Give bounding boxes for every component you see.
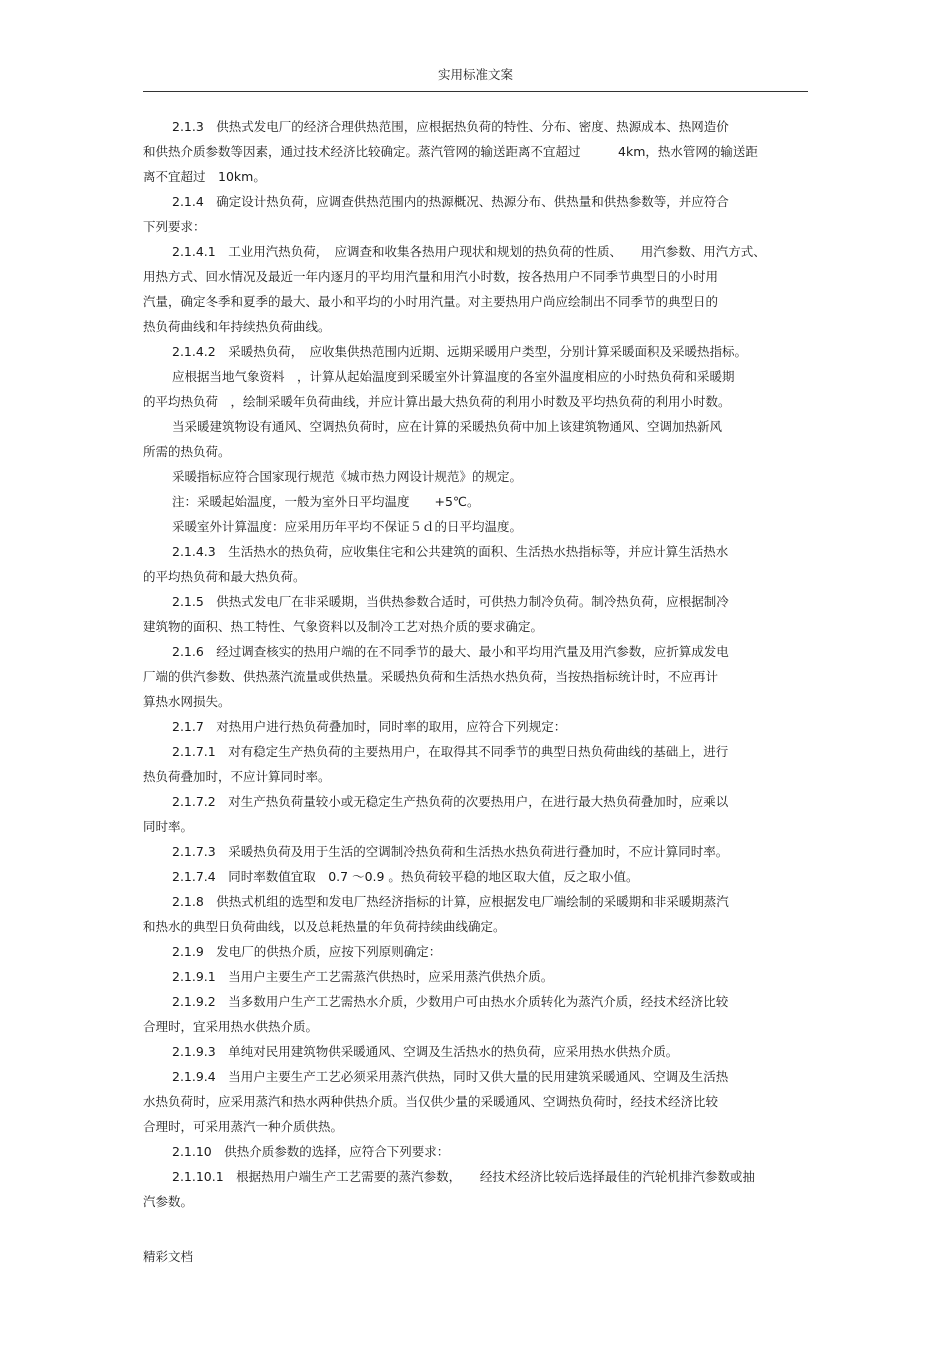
text-line: 离不宜超过 10km。 (143, 169, 266, 184)
page-header: 实用标准文案 (437, 67, 513, 82)
text-line: 2.1.4 确定设计热负荷，应调查供热范围内的热源概况、热源分布、供热量和供热参数等，并应符合 (172, 194, 729, 209)
text-line: 2.1.4.2 采暖热负荷， 应收集供热范围内近期、远期采暖用户类型，分别计算采暖面积及采暖热指标。 (172, 344, 747, 359)
text-line: 2.1.5 供热式发电厂在非采暖期，当供热参数合适时，可供热力制冷负荷。制冷热负荷，应根据制冷 (172, 594, 729, 609)
page-footer: 精彩文档 (143, 1249, 194, 1264)
text-line: 和供热介质参数等因素，通过技术经济比较确定。蒸汽管网的输送距离不宜超过 4km，热水管网的输送距 (143, 144, 758, 159)
text-line: 算热水网损失。 (143, 694, 231, 709)
text-line: 2.1.9.4 当用户主要生产工艺必须采用蒸汽供热，同时又供大量的民用建筑采暖通风、空调及生活热 (172, 1069, 729, 1084)
text-line: 2.1.3 供热式发电厂的经济合理供热范围，应根据热负荷的特性、分布、密度、热源成本、热网造价 (172, 119, 729, 134)
text-line: 采暖指标应符合国家现行规范《城市热力网设计规范》的规定。 (172, 469, 523, 484)
text-line: 和热水的典型日负荷曲线，以及总耗热量的年负荷持续曲线确定。 (143, 919, 506, 934)
text-line: 采暖室外计算温度：应采用历年平均不保证５ｄ的日平均温度。 (172, 519, 523, 534)
text-line: 2.1.7.3 采暖热负荷及用于生活的空调制冷热负荷和生活热水热负荷进行叠加时，不应计算同时率。 (172, 844, 729, 859)
header-divider (143, 91, 808, 92)
text-line: 2.1.7.2 对生产热负荷量较小或无稳定生产热负荷的次要热用户，在进行最大热负荷叠加时，应乘以 (172, 794, 729, 809)
text-line: 同时率。 (143, 819, 194, 834)
text-line: 2.1.6 经过调查核实的热用户端的在不同季节的最大、最小和平均用汽量及用汽参数，应折算成发电 (172, 644, 729, 659)
text-line: 2.1.7 对热用户进行热负荷叠加时，同时率的取用，应符合下列规定： (172, 719, 567, 734)
text-line: 2.1.4.1 工业用汽热负荷， 应调查和收集各热用户现状和规划的热负荷的性质、 用汽参数、用汽方式、 (172, 244, 766, 259)
text-line: 应根据当地气象资料 ，计算从起始温度到采暖室外计算温度的各室外温度相应的小时热负荷和采暖期 (172, 369, 735, 384)
text-line: 当采暖建筑物设有通风、空调热负荷时，应在计算的采暖热负荷中加上该建筑物通风、空调加热新风 (172, 419, 723, 434)
text-line: 2.1.4.3 生活热水的热负荷，应收集住宅和公共建筑的面积、生活热水热指标等，并应计算生活热水 (172, 544, 729, 559)
text-line: 热负荷曲线和年持续热负荷曲线。 (143, 319, 331, 334)
text-line: 合理时，宜采用热水供热介质。 (143, 1019, 319, 1034)
text-line: 2.1.8 供热式机组的选型和发电厂热经济指标的计算，应根据发电厂端绘制的采暖期和非采暖期蒸汽 (172, 894, 729, 909)
text-line: 合理时，可采用蒸汽一种介质供热。 (143, 1119, 344, 1134)
text-line: 的平均热负荷和最大热负荷。 (143, 569, 306, 584)
text-line: 2.1.9 发电厂的供热介质，应按下列原则确定： (172, 944, 442, 959)
text-line: 2.1.7.4 同时率数值宜取 0.7 ～0.9 。热负荷较平稳的地区取大值，反之取小值。 (172, 869, 639, 884)
text-line: 汽参数。 (143, 1194, 194, 1209)
text-line: 下列要求： (143, 219, 206, 234)
text-line: 2.1.9.3 单纯对民用建筑物供采暖通风、空调及生活热水的热负荷，应采用热水供热介质。 (172, 1044, 679, 1059)
text-line: 厂端的供汽参数、供热蒸汽流量或供热量。采暖热负荷和生活热水热负荷，当按热指标统计时，不应再计 (143, 669, 719, 684)
text-line: 2.1.9.2 当多数用户生产工艺需热水介质，少数用户可由热水介质转化为蒸汽介质，经技术经济比较 (172, 994, 729, 1009)
text-line: 的平均热负荷 ，绘制采暖年负荷曲线，并应计算出最大热负荷的利用小时数及平均热负荷的利用小时数。 (143, 394, 731, 409)
text-line: 汽量，确定冬季和夏季的最大、最小和平均的小时用汽量。对主要热用户尚应绘制出不同季节的典型日的 (143, 294, 719, 309)
text-line: 2.1.7.1 对有稳定生产热负荷的主要热用户，在取得其不同季节的典型日热负荷曲线的基础上，进行 (172, 744, 729, 759)
text-line: 热负荷叠加时，不应计算同时率。 (143, 769, 331, 784)
text-line: 建筑物的面积、热工特性、气象资料以及制冷工艺对热介质的要求确定。 (143, 619, 544, 634)
text-line: 2.1.10.1 根据热用户端生产工艺需要的蒸汽参数， 经技术经济比较后选择最佳的汽轮机排汽参数或抽 (172, 1169, 755, 1184)
text-line: 2.1.9.1 当用户主要生产工艺需蒸汽供热时，应采用蒸汽供热介质。 (172, 969, 554, 984)
text-line: 2.1.10 供热介质参数的选择，应符合下列要求： (172, 1144, 450, 1159)
text-line: 注：采暖起始温度，一般为室外日平均温度 +5℃。 (172, 494, 480, 509)
text-line: 水热负荷时，应采用蒸汽和热水两种供热介质。当仅供少量的采暖通风、空调热负荷时，经技术经济比较 (143, 1094, 719, 1109)
text-line: 所需的热负荷。 (143, 444, 231, 459)
text-line: 用热方式、回水情况及最近一年内逐月的平均用汽量和用汽小时数，按各热用户不同季节典型日的小时用 (143, 269, 719, 284)
